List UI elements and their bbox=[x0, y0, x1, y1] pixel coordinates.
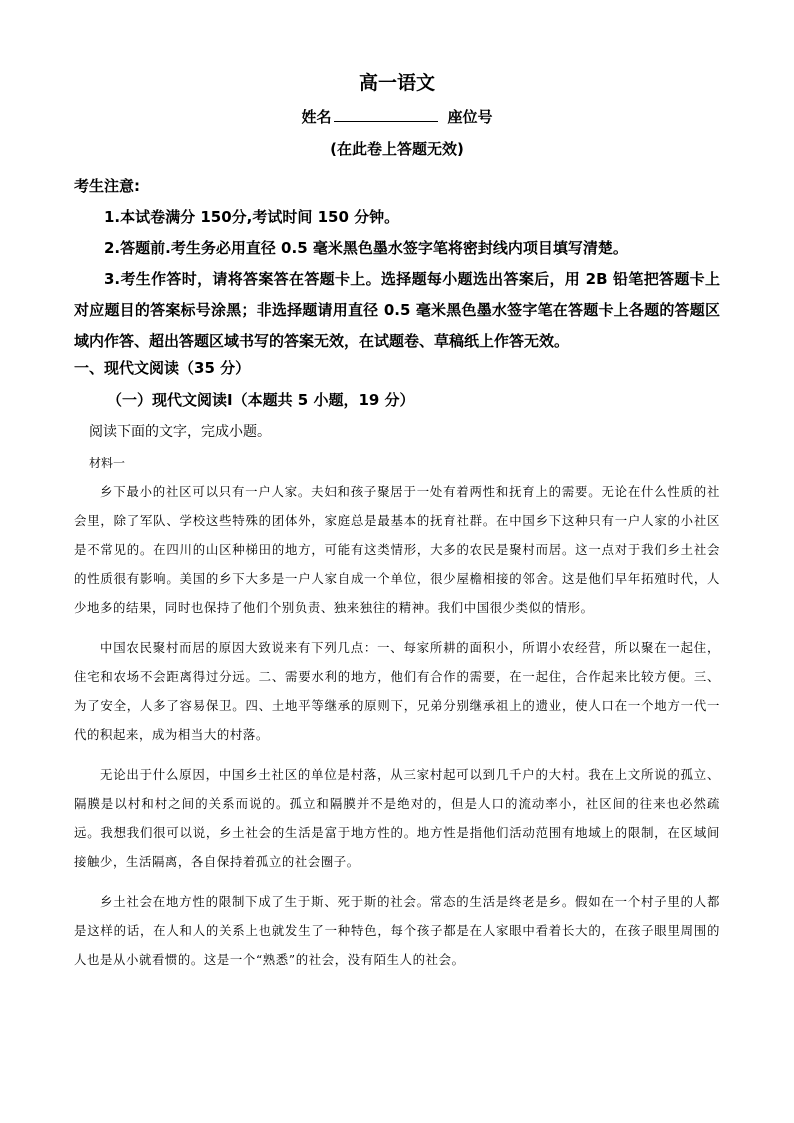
material-label: 材料一 bbox=[89, 456, 126, 470]
name-blank-line bbox=[334, 106, 438, 122]
exam-title: 高一语文 bbox=[358, 72, 435, 94]
passage-paragraph: 无论出于什么原因，中国乡土社区的单位是村落，从三家村起可以到几千户的大村。我在上文所说的孤立、隔膜是以村和村之间的关系而说的。孤立和隔膜并不是绝对的，但是人口的流动率小，社区间的往来也必然疏远。我想我们很可以说，乡土社会的生活是富于地方性的。地方性是指他们活动范围有地域上的限制，在区域间接触少，生活隔离，各自保持着孤立的社会圈子。 bbox=[74, 767, 720, 869]
name-label: 姓名 bbox=[301, 108, 332, 126]
reading-passage bbox=[74, 477, 720, 985]
passage-paragraph: 乡下最小的社区可以只有一户人家。夫妇和孩子聚居于一处有着两性和抚育上的需要。无论在什么性质的社会里，除了军队、学校这些特殊的团体外，家庭总是最基本的抚育社群。在中国乡下这种只有一户人家的小社区是不常见的。在四川的山区种梯田的地方，可能有这类情形，大多的农民是聚村而居。这一点对于我们乡土社会的性质很有影响。美国的乡下大多是一户人家自成一个单位，很少屋檐相接的邻舍。这是他们早年拓殖时代，人少地多的结果，同时也保持了他们个别负责、独来独往的精神。我们中国很少类似的情形。 bbox=[74, 484, 720, 615]
notice-item: 1.本试卷满分 150分,考试时间 150 分钟。 bbox=[104, 208, 400, 226]
notice-heading: 考生注意: bbox=[74, 177, 140, 195]
section-heading: 一、现代文阅读（35 分） bbox=[74, 359, 251, 377]
seat-number-label: 座位号 bbox=[447, 108, 493, 126]
reading-instruction: 阅读下面的文字，完成小题。 bbox=[89, 424, 271, 440]
notice-item: 3.考生作答时，请将答案答在答题卡上。选择题每小题选出答案后，用 2B 铅笔把答题卡上对应题目的答案标号涂黑；非选择题请用直径 0.5 毫米黑色墨水签字笔在答题卡上各题的答题区域内作答、超出答题区域书写的答案无效，在试题卷、草稿纸上作答无效。 bbox=[74, 270, 720, 350]
subsection-heading: （一）现代文阅读Ⅰ（本题共 5 小题，19 分） bbox=[107, 391, 415, 409]
invalid-answer-note: (在此卷上答题无效) bbox=[330, 140, 464, 158]
notice-item: 2.答题前.考生务必用直径 0.5 毫米黑色墨水签字笔将密封线内项目填写清楚。 bbox=[104, 239, 628, 257]
exam-notice bbox=[74, 171, 720, 357]
passage-paragraph: 中国农民聚村而居的原因大致说来有下列几点：一、每家所耕的面积小，所谓小农经营，所以聚在一起住，住宅和农场不会距离得过分远。二、需要水利的地方，他们有合作的需要，在一起住，合作起来比较方便。三、为了安全，人多了容易保卫。四、土地平等继承的原则下，兄弟分别继承祖上的遗业，使人口在一个地方一代一代的积起来，成为相当大的村落。 bbox=[74, 640, 720, 742]
passage-paragraph: 乡土社会在地方性的限制下成了生于斯、死于斯的社会。常态的生活是终老是乡。假如在一个村子里的人都是这样的话，在人和人的关系上也就发生了一种特色，每个孩子都是在人家眼中看着长大的，在孩子眼里周围的人也是从小就看惯的。这是一个“熟悉”的社会，没有陌生人的社会。 bbox=[74, 894, 720, 967]
student-info-row bbox=[0, 106, 794, 128]
